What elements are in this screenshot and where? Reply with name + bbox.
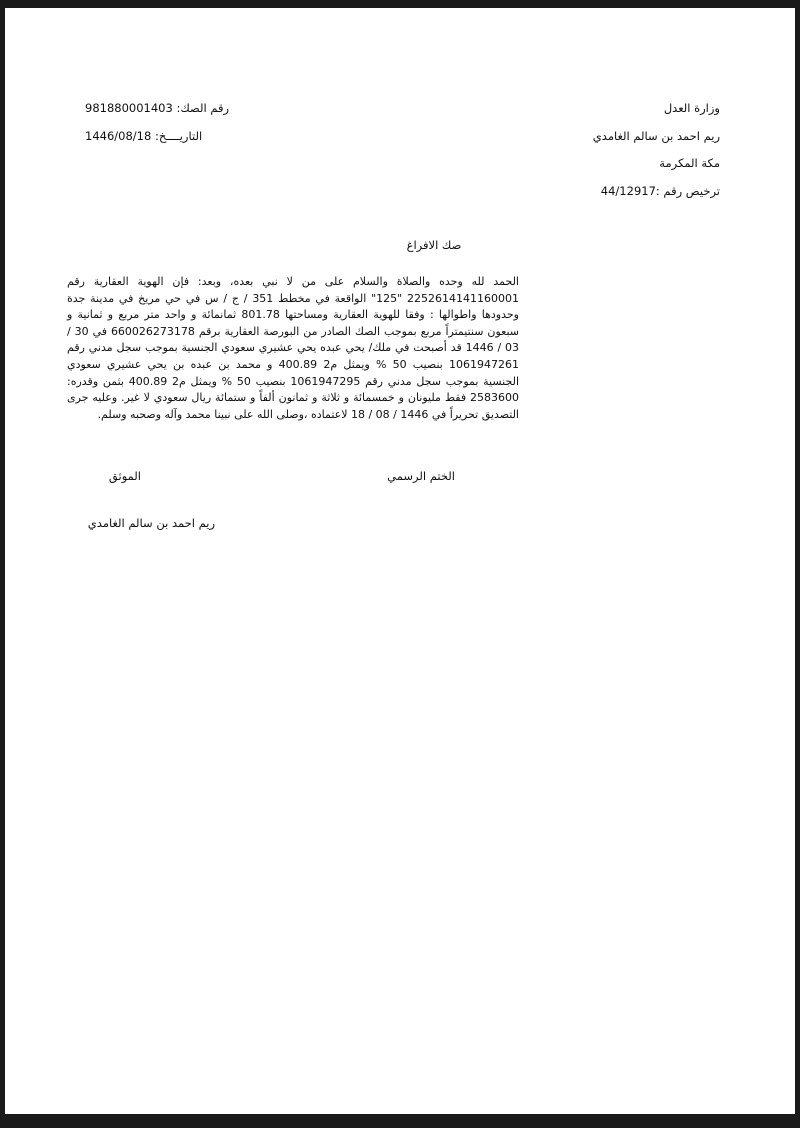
ministry-name: وزارة العدل	[663, 101, 720, 115]
page-title	[5, 238, 795, 252]
deed-date: التاريــــخ: 1446/08/18	[85, 128, 203, 143]
signature-row	[5, 469, 795, 485]
official-stamp-label: الختم الرسمي	[387, 469, 455, 483]
city-name: مكة المكرمة	[659, 156, 720, 171]
notary-name: ريم احمد بن سالم الغامدي	[592, 128, 720, 143]
deed-number: رقم الصك: 981880001403	[85, 101, 230, 115]
page-title-text: صك الافراغ	[406, 238, 462, 252]
deed-document-body	[5, 8, 795, 1114]
notary-signature-name: ريم احمد بن سالم الغامدي	[87, 516, 215, 530]
notary-label: الموثق	[108, 469, 141, 483]
deed-body-paragraph: الحمد لله وحده والصلاة والسلام على من لا نبي بعده، وبعد: فإن الهوية العقارية رقم 2252614141160001 "125" الواقعة في مخطط 351 / ج / س في حي مريخ في مدينة جدة وحدودها واطوالها : وفقا للهوية العقارية ومساحتها 801.78 ثمانمائة و واحد متر مربع و ثمانية و سبعون سنتيمتراً مربع بموجب الصك الصادر من البورصة العقارية برقم 660026273178 في 30 / 03 / 1446 قد أصبحت في ملك/ يحي عبده يحي عشيري سعودي الجنسية بموجب سجل مدني رقم 1061947261 بنصيب 50 % ويمثل م2 400.89 و محمد بن عبده بن يحي عشيري سعودي الجنسية بموجب سجل مدني رقم 1061947295 بنصيب 50 % ويمثل م2 400.89 بثمن وقدره: 2583600 فقط مليونان و خمسمائة و ثلاثة و ثمانون ألفاً و ستمائة ريال سعودي لا غير. وعليه جرى التصديق تحريراً في 1446 / 08 / 18 لاعتماده ،وصلى الله على نبينا محمد وآله وصحبه وسلم.	[67, 275, 520, 421]
header-row-ministry	[85, 100, 720, 117]
document-page	[5, 8, 795, 1114]
header-row-notary	[85, 128, 720, 145]
license-number: ترخيص رقم :44/12917	[600, 184, 720, 199]
document-header	[5, 100, 795, 211]
